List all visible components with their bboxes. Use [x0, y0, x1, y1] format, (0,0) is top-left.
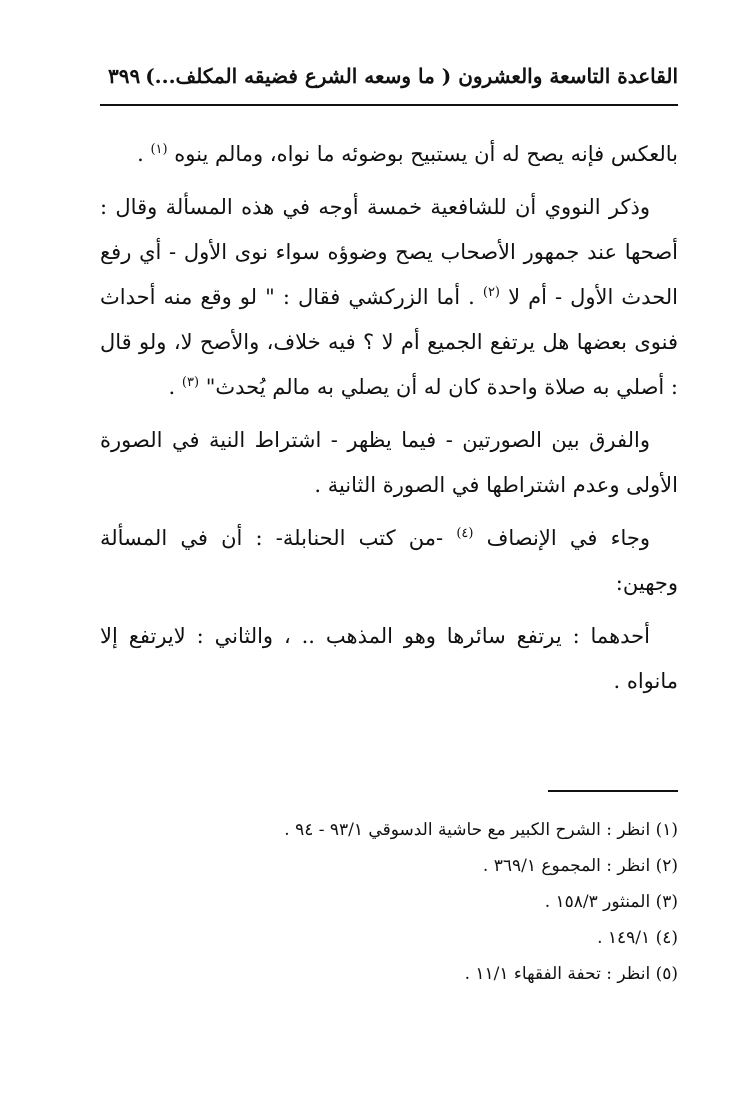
- paragraph-2: [100, 185, 678, 410]
- paragraph-2-text-b: . أما الزركشي فقال : " لو وقع منه أحداث فنوى بعضها هل يرتفع الجميع أم لا ؟ فيه خلاف، والأصح لا، ولو قال : أصلي به صلاة واحدة كان له أن يصلي به مالم يُحدث": [100, 285, 678, 399]
- footnote-rule: [548, 790, 678, 792]
- footnote-3: (٣) المنثور ١٥٨/٣ .: [544, 892, 678, 912]
- main-text: [100, 132, 678, 712]
- footnote-1: (١) انظر : الشرح الكبير مع حاشية الدسوقي ٩٣/١ - ٩٤ .: [284, 820, 678, 840]
- running-title: القاعدة التاسعة والعشرون ( ما وسعه الشرع فضيقه المكلف...): [145, 64, 678, 88]
- footnote-ref-1: (١): [150, 142, 168, 157]
- footnote-4: (٤) ١٤٩/١ .: [597, 928, 678, 948]
- paragraph-1: [100, 132, 678, 177]
- paragraph-3: [100, 418, 678, 508]
- paragraph-2-text-a: وذكر النووي أن للشافعية خمسة أوجه في هذه المسألة وقال : أصحها عند جمهور الأصحاب يصح وضوؤه سواء نوى الأول - أي رفع الحدث الأول - أم لا: [100, 195, 678, 309]
- paragraph-5: [100, 614, 678, 704]
- page-number: ٣٩٩: [108, 64, 141, 88]
- footnote-2: (٢) انظر : المجموع ٣٦٩/١ .: [482, 856, 678, 876]
- footnotes: [100, 812, 678, 992]
- footnote-5: (٥) انظر : تحفة الفقهاء ١١/١ .: [464, 964, 678, 984]
- header-rule: [100, 104, 678, 106]
- running-header: [100, 64, 678, 100]
- paragraph-3-text: والفرق بين الصورتين - فيما يظهر - اشتراط النية في الصورة الأولى وعدم اشتراطها في الصورة الثانية .: [100, 428, 678, 497]
- footnote-ref-2: (٢): [482, 285, 500, 300]
- paragraph-2-end: .: [168, 375, 182, 399]
- footnote-ref-3: (٣): [181, 375, 200, 390]
- paragraph-1-text: بالعكس فإنه يصح له أن يستبيح بوضوئه ما نواه، ومالم ينوه: [174, 142, 678, 166]
- paragraph-4: [100, 516, 678, 606]
- paragraph-5-text: أحدهما : يرتفع سائرها وهو المذهب .. ، والثاني : لايرتفع إلا مانواه .: [100, 624, 678, 693]
- paragraph-4-text-a: وجاء في الإنصاف: [486, 526, 650, 550]
- paragraph-1-end: .: [137, 142, 151, 166]
- footnote-ref-4: (٤): [456, 526, 474, 541]
- paragraph-4-text-b: -من كتب الحنابلة- : أن في المسألة وجهين:: [100, 526, 678, 595]
